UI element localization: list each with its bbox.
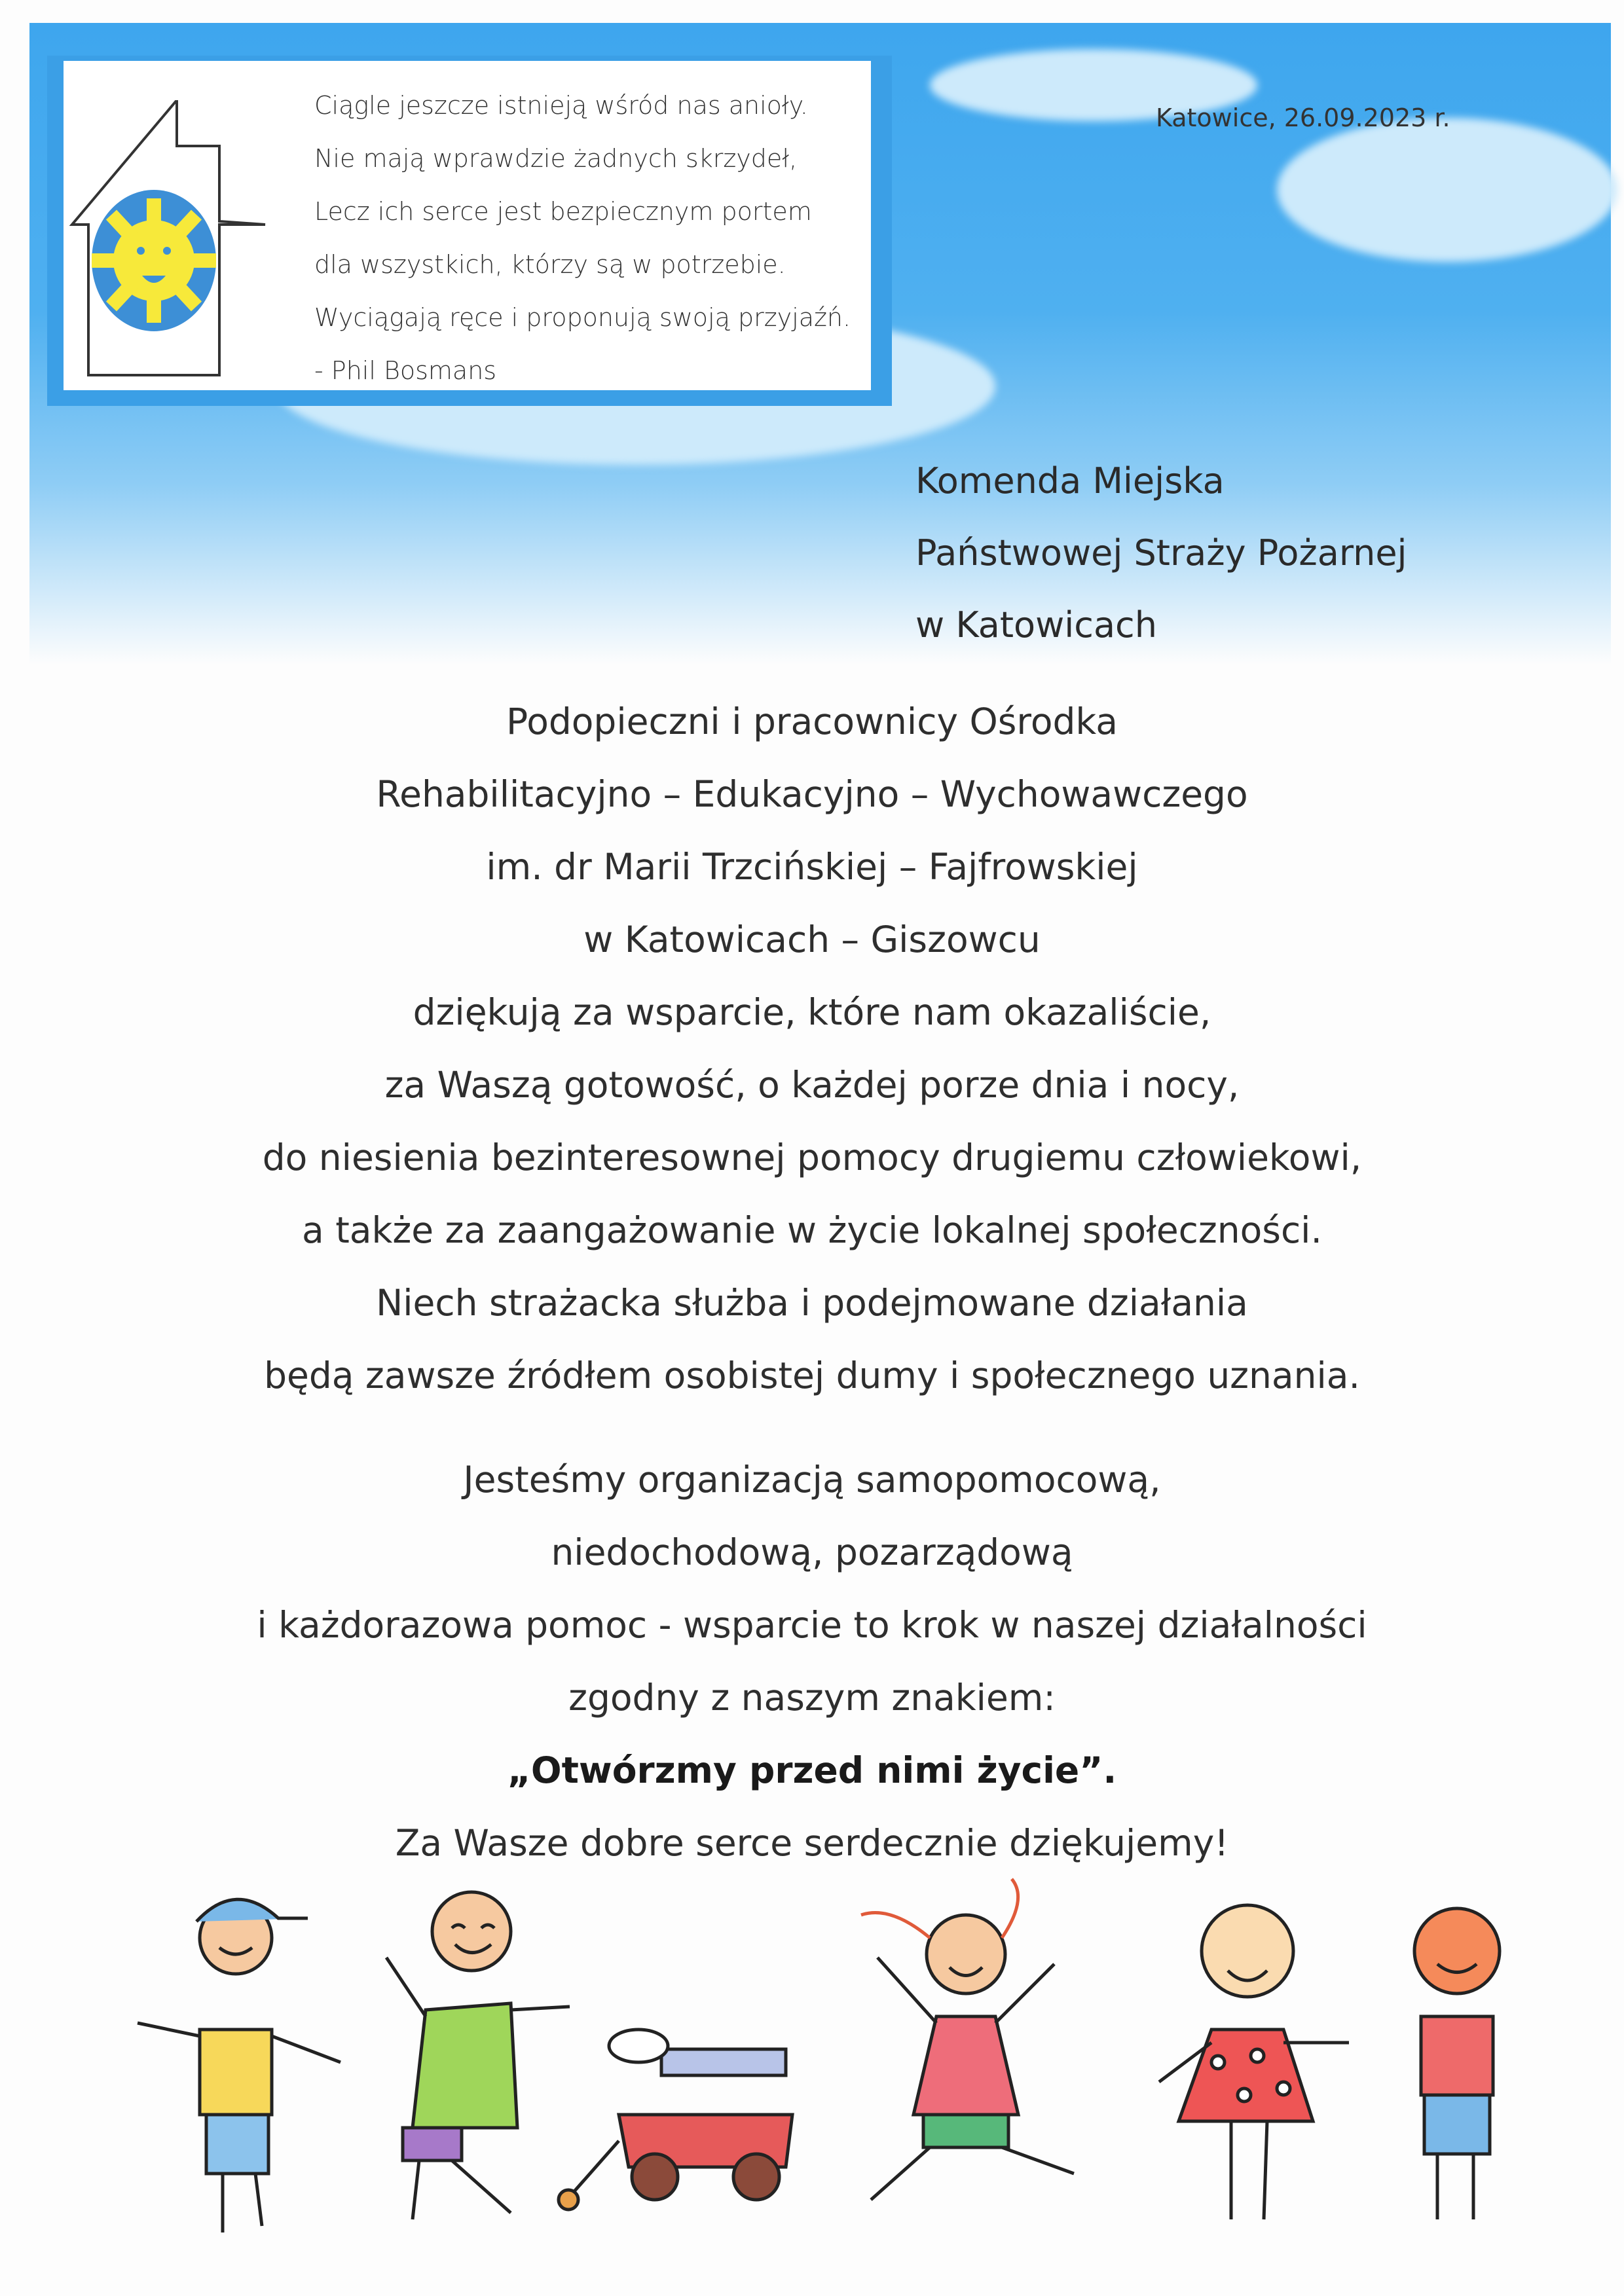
body-line: dziękują za wsparcie, które nam okazaliście,	[413, 991, 1211, 1033]
body-line: Podopieczni i pracownicy Ośrodka	[506, 701, 1118, 742]
body-line: w Katowicach – Giszowcu	[583, 919, 1041, 960]
body-line: za Waszą gotowość, o każdej porze dnia i nocy,	[384, 1064, 1240, 1106]
quote-line: Ciągle jeszcze istnieją wśród nas anioły.	[314, 91, 808, 120]
dog-in-wagon-drawing	[559, 2030, 792, 2210]
body-line: Niech strażacka służba i podejmowane działania	[376, 1282, 1248, 1324]
body-line: Rehabilitacyjno – Edukacyjno – Wychowawczego	[376, 773, 1248, 815]
recipient-address	[915, 445, 1407, 661]
child-drawing-girl-green	[386, 1892, 570, 2219]
organization-paragraph	[0, 1444, 1624, 1880]
body-line: Jesteśmy organizacją samopomocową,	[463, 1459, 1161, 1501]
recipient-line: w Katowicach	[915, 604, 1157, 646]
child-drawing-boy-orange	[1414, 1908, 1500, 2219]
recipient-line: Komenda Miejska	[915, 460, 1225, 501]
motto: „Otwórzmy przed nimi życie”.	[507, 1749, 1117, 1791]
cloud	[1277, 118, 1617, 262]
quote-line: Wyciągają ręce i proponują swoją przyjaźń.	[314, 303, 851, 332]
children-drawings	[0, 1866, 1624, 2259]
recipient-line: Państwowej Straży Pożarnej	[915, 532, 1407, 574]
body-line: do niesienia bezinteresownej pomocy drugiemu człowiekowi,	[262, 1137, 1362, 1178]
closing-line: Za Wasze dobre serce serdecznie dziękujemy!	[395, 1822, 1229, 1864]
body-line: zgodny z naszym znakiem:	[568, 1677, 1056, 1719]
quote-line: Nie mają wprawdzie żadnych skrzydeł,	[314, 144, 798, 173]
quote-line: dla wszystkich, którzy są w potrzebie.	[314, 250, 786, 279]
child-drawing-boy-cap	[138, 1899, 341, 2232]
house-sun-logo	[69, 100, 304, 388]
body-line: niedochodową, pozarządową	[551, 1531, 1073, 1573]
quote-box	[47, 56, 892, 406]
quote-line: Lecz ich serce jest bezpiecznym portem	[314, 197, 812, 226]
child-drawing-girl-dots	[1159, 1905, 1349, 2219]
quote-author: - Phil Bosmans	[314, 356, 497, 385]
thanks-paragraph	[0, 685, 1624, 1412]
body-line: a także za zaangażowanie w życie lokalnej społeczności.	[302, 1209, 1322, 1251]
quote-text	[314, 79, 851, 397]
child-drawing-girl-pink	[861, 1879, 1074, 2200]
body-line: im. dr Marii Trzcińskiej – Fajfrowskiej	[486, 846, 1138, 888]
document-date: Katowice, 26.09.2023 r.	[1156, 103, 1450, 132]
body-line: i każdorazowa pomoc - wsparcie to krok w naszej działalności	[257, 1604, 1367, 1646]
body-line: będą zawsze źródłem osobistej dumy i społecznego uznania.	[264, 1355, 1360, 1396]
